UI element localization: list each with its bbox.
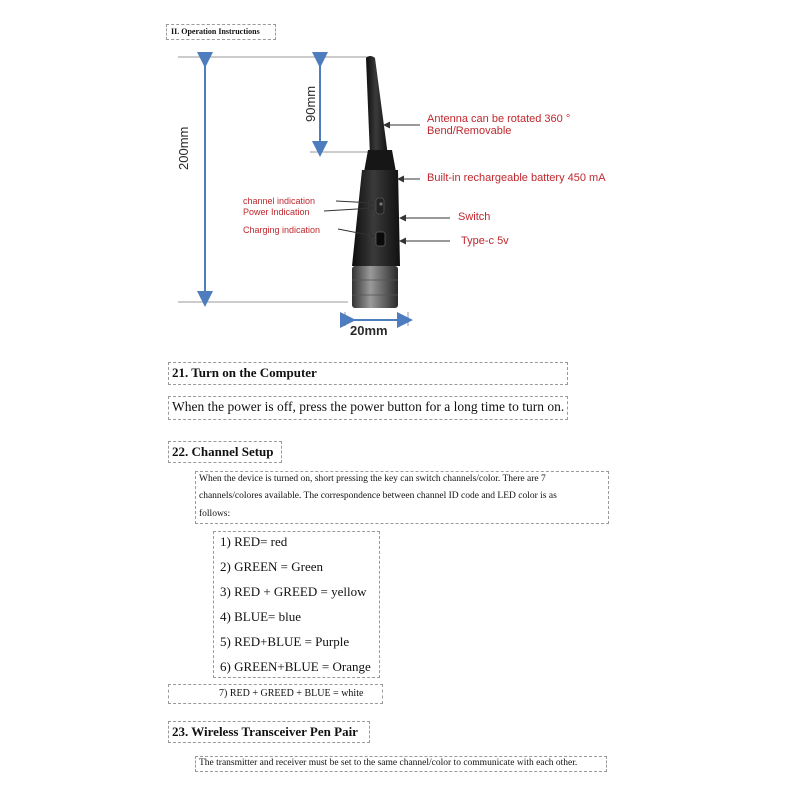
channel-item-6: 6) GREEN+BLUE = Orange: [220, 659, 371, 674]
callout-switch: Switch: [458, 211, 491, 223]
callout-power-indication: Power Indication: [243, 207, 310, 217]
section-21-heading-box: [168, 362, 568, 385]
channel-item-3: 3) RED + GREED = yellow: [220, 584, 367, 599]
callout-channel-indication: channel indication: [243, 196, 316, 206]
page-title: II. Operation Instructions: [171, 27, 260, 36]
section-23-heading-box: [168, 721, 370, 743]
callout-antenna-line1: Antenna can be rotated 360 °: [427, 113, 571, 125]
device-diagram: [0, 40, 800, 350]
device-illustration: [352, 56, 400, 308]
section-23-title: 23. Wireless Transceiver Pen Pair: [172, 724, 358, 739]
callout-antenna-line2: Bend/Removable: [427, 125, 512, 137]
channel-item-7: 7) RED + GREED + BLUE = white: [219, 688, 364, 699]
section-header: [166, 24, 276, 40]
dimension-antenna-label: 90mm: [303, 85, 318, 122]
callout-typec: Type-c 5v: [461, 235, 509, 247]
section-21-body: When the power is off, press the power button for a long time to turn on.: [172, 399, 565, 414]
channel-item-4: 4) BLUE= blue: [220, 609, 301, 624]
section-22-heading-box: [168, 441, 282, 463]
channel-item-2: 2) GREEN = Green: [220, 559, 323, 574]
callout-charging-indication: Charging indication: [243, 225, 321, 235]
channel-item-7-box: [168, 684, 383, 704]
section-22-body-line2: channels/colores available. The correspondence between channel ID code and LED color is as: [199, 491, 557, 501]
dimension-width-label: 20mm: [350, 323, 388, 338]
section-22-title: 22. Channel Setup: [172, 444, 274, 459]
channel-item-1: 1) RED= red: [220, 534, 288, 549]
section-23-body: The transmitter and receiver must be set to the same channel/color to communicate with each other.: [199, 758, 578, 768]
callout-battery: Built-in rechargeable battery 450 mA: [427, 172, 606, 184]
section-22-body-line1: When the device is turned on, short pressing the key can switch channels/color. There are 7: [199, 474, 546, 484]
channel-list-box: [213, 531, 380, 678]
section-21-body-box: [168, 396, 568, 420]
channel-item-5: 5) RED+BLUE = Purple: [220, 634, 350, 649]
section-22-body-box: [195, 471, 609, 524]
section-22-body-line3: follows:: [199, 509, 231, 519]
dimension-total-label: 200mm: [176, 126, 191, 170]
section-21-title: 21. Turn on the Computer: [172, 365, 317, 380]
section-23-body-box: [195, 756, 607, 772]
